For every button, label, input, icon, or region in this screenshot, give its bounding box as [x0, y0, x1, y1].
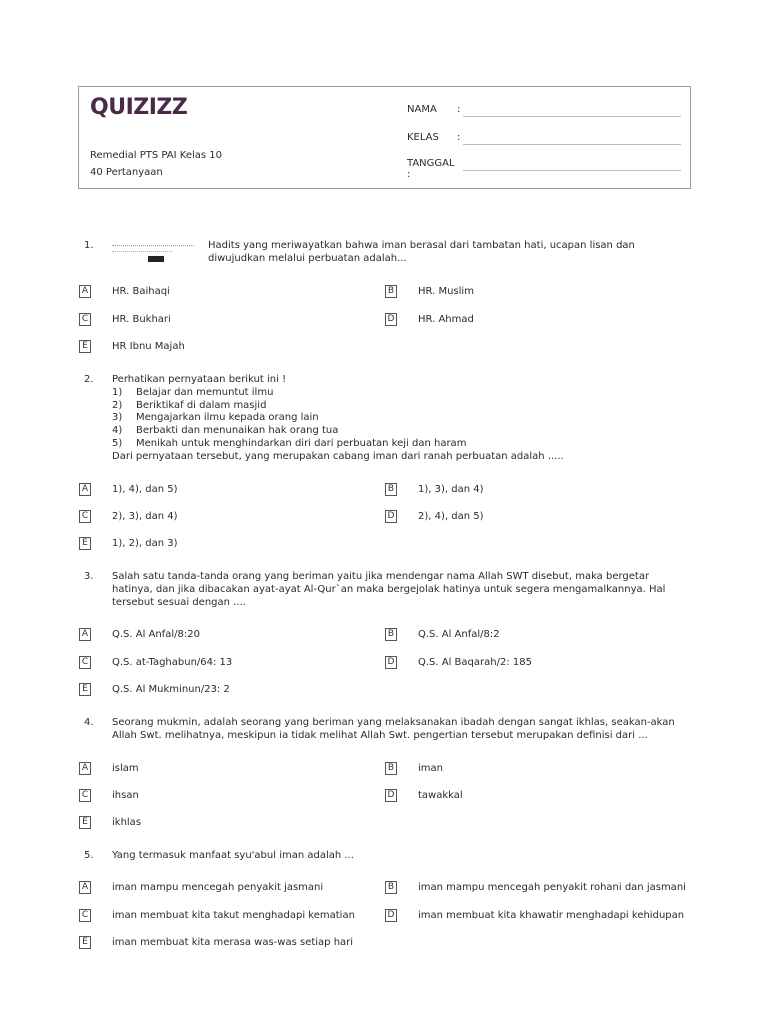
question-number: 4. [84, 717, 94, 728]
option-text: Q.S. Al Anfal/8:20 [112, 629, 200, 640]
class-label: KELAS [407, 132, 439, 143]
option-text: 2), 4), dan 5) [418, 511, 484, 522]
option-text: Q.S. Al Baqarah/2: 185 [418, 657, 532, 668]
option-letter-box[interactable]: A [79, 483, 91, 496]
option-letter-box[interactable]: E [79, 683, 91, 696]
question-intro: Perhatikan pernyataan berikut ini ! [112, 374, 287, 385]
option-letter-box[interactable]: A [79, 881, 91, 894]
question-outro: Dari pernyataan tersebut, yang merupakan cabang iman dari ranah perbuatan adalah ..... [112, 450, 564, 462]
option-text: HR. Bukhari [112, 314, 171, 325]
option-letter-box[interactable]: D [385, 789, 397, 802]
option-text: iman mampu mencegah penyakit rohani dan jasmani [418, 882, 686, 893]
option-text: 1), 3), dan 4) [418, 484, 484, 495]
question-number: 5. [84, 850, 94, 861]
question-text: Seorang mukmin, adalah seorang yang beriman yang melaksanakan ibadah dengan sangat ikhlas, seakan-akan Allah Swt. melihatnya, meskipun ia tidak melihat Allah Swt. pengertian tersebut merupakan definisi dari ... [112, 717, 675, 741]
question-count: 40 Pertanyaan [90, 167, 163, 178]
list-item: 3) Mengajarkan ilmu kepada orang lain [112, 412, 319, 424]
option-letter-box[interactable]: E [79, 537, 91, 550]
option-text: iman membuat kita khawatir menghadapi kehidupan [418, 910, 685, 921]
worksheet-header [78, 86, 691, 189]
question-number: 1. [84, 240, 94, 251]
question-text: Yang termasuk manfaat syu'abul iman adalah ... [112, 850, 354, 861]
option-text: Q.S. Al Mukminun/23: 2 [112, 684, 230, 695]
option-text: 2), 3), dan 4) [112, 511, 178, 522]
option-text: HR. Ahmad [418, 314, 474, 325]
option-letter-box[interactable]: A [79, 628, 91, 641]
question-number: 3. [84, 571, 94, 582]
option-text: Q.S. Al Anfal/8:2 [418, 629, 500, 640]
option-text: 1), 2), dan 3) [112, 538, 178, 549]
list-item: 5) Menikah untuk menghindarkan diri dari perbuatan keji dan haram [112, 437, 467, 449]
option-letter-box[interactable]: C [79, 789, 91, 802]
question-text [112, 374, 692, 464]
question-text: Salah satu tanda-tanda orang yang beriman yaitu jika mendengar nama Allah SWT disebut, maka bergetar hatinya, dan jika dibacakan ayat-ayat Al-Qur`an maka bergejolak hatinya untuk segera mengamalkannya. Hal tersebut sesuai dengan .... [112, 571, 666, 608]
list-item: 2) Beriktikaf di dalam masjid [112, 399, 267, 411]
option-text: Q.S. at-Taghabun/64: 13 [112, 657, 233, 668]
quizizz-logo: QUIZIZZ [90, 95, 188, 120]
option-letter-box[interactable]: D [385, 909, 397, 922]
quiz-title: Remedial PTS PAI Kelas 10 [90, 150, 223, 161]
question-image [112, 242, 194, 264]
option-text: tawakkal [418, 790, 463, 801]
option-letter-box[interactable]: C [79, 909, 91, 922]
option-text: HR Ibnu Majah [112, 341, 185, 352]
option-letter-box[interactable]: C [79, 313, 91, 326]
class-colon: : [457, 132, 461, 143]
option-text: ikhlas [112, 817, 142, 828]
question-text: Hadits yang meriwayatkan bahwa iman berasal dari tambatan hati, ucapan lisan dan diwujudkan melalui perbuatan adalah... [208, 240, 635, 264]
question-number: 2. [84, 374, 94, 385]
redacted-mark [148, 256, 164, 262]
option-text: iman [418, 763, 443, 774]
option-letter-box[interactable]: A [79, 762, 91, 775]
option-letter-box[interactable]: E [79, 936, 91, 949]
option-text: iman membuat kita merasa was-was setiap hari [112, 937, 354, 948]
list-item: 1) Belajar dan memuntut ilmu [112, 386, 274, 398]
option-text: iman membuat kita takut menghadapi kematian [112, 910, 355, 921]
option-letter-box[interactable]: B [385, 762, 397, 775]
list-item: 4) Berbakti dan menunaikan hak orang tua [112, 425, 339, 437]
option-letter-box[interactable]: E [79, 816, 91, 829]
option-letter-box[interactable]: A [79, 285, 91, 298]
option-letter-box[interactable]: B [385, 881, 397, 894]
date-line [463, 170, 681, 171]
option-letter-box[interactable]: C [79, 656, 91, 669]
option-letter-box[interactable]: E [79, 340, 91, 353]
class-line [463, 144, 681, 145]
option-text: 1), 4), dan 5) [112, 484, 178, 495]
option-letter-box[interactable]: D [385, 510, 397, 523]
option-text: iman mampu mencegah penyakit jasmani [112, 882, 324, 893]
arabic-text-line [112, 245, 194, 247]
option-letter-box[interactable]: B [385, 628, 397, 641]
name-label: NAMA [407, 104, 437, 115]
arabic-text-line [112, 251, 172, 253]
option-text: ihsan [112, 790, 139, 801]
option-letter-box[interactable]: C [79, 510, 91, 523]
option-text: HR. Muslim [418, 286, 474, 297]
name-line [463, 116, 681, 117]
option-letter-box[interactable]: D [385, 656, 397, 669]
date-label: TANGGAL : [407, 158, 455, 180]
option-letter-box[interactable]: B [385, 483, 397, 496]
name-colon: : [457, 104, 461, 115]
option-text: HR. Baihaqi [112, 286, 170, 297]
option-letter-box[interactable]: D [385, 313, 397, 326]
option-letter-box[interactable]: B [385, 285, 397, 298]
option-text: islam [112, 763, 139, 774]
